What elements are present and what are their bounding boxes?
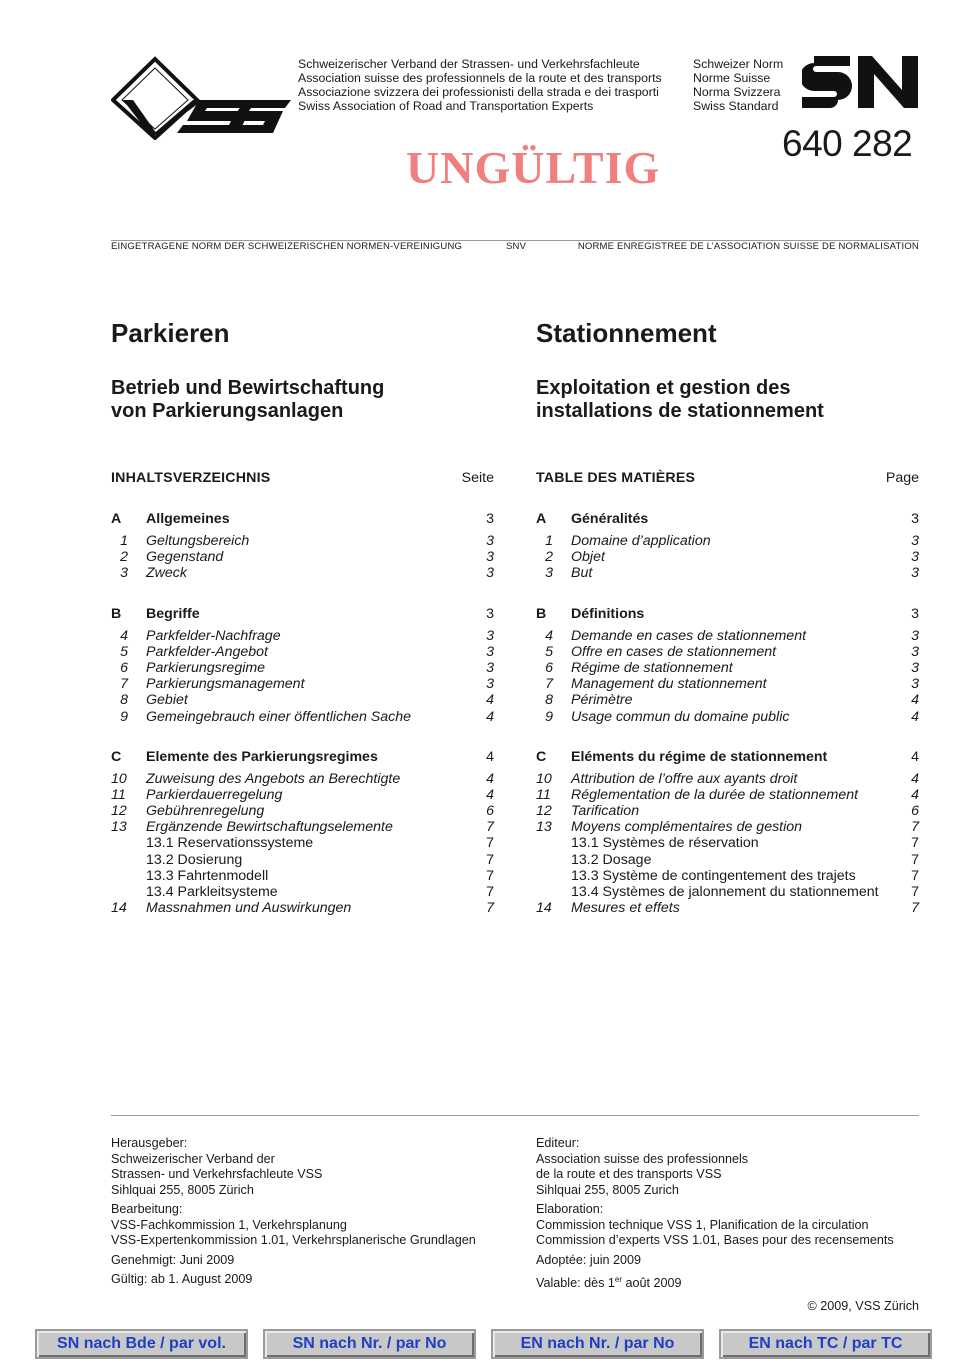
toc-item-label: 13.3 Fahrtenmodell xyxy=(146,867,269,884)
toc-section-page: 4 xyxy=(486,748,494,765)
toc-section-page: 3 xyxy=(486,605,494,622)
footer-line: VSS-Expertenkommission 1.01, Verkehrsplanerische Grundlagen xyxy=(111,1233,476,1247)
toc-section-letter: C xyxy=(111,748,122,765)
toc-item-label: Gegenstand xyxy=(146,549,224,566)
toc-subitem xyxy=(111,868,494,884)
toc-section xyxy=(111,747,494,767)
footer-line: Schweizerischer Verband der xyxy=(111,1151,275,1166)
toc-item-number: 14 xyxy=(536,900,552,917)
valid-suffix: août 2009 xyxy=(622,1276,682,1291)
toc-item-page: 4 xyxy=(486,692,494,709)
toc-item-page: 4 xyxy=(486,770,494,787)
toc-item-number: 5 xyxy=(545,643,553,660)
toc-item-page: 7 xyxy=(486,867,494,884)
toc-section-letter: B xyxy=(111,605,122,622)
registration-center: SNV xyxy=(506,241,527,252)
toc-item-label: 13.4 Parkleitsysteme xyxy=(146,884,278,900)
association-it: Associazione svizzera dei professionisti della strada e dei trasporti xyxy=(298,85,659,99)
toc-item-page: 7 xyxy=(911,835,919,852)
toc-item-page: 4 xyxy=(911,770,919,787)
toc-item-page: 6 xyxy=(911,803,919,820)
toc-item-label: Demande en cases de stationnement xyxy=(571,627,807,644)
invalid-stamp: UNGÜLTIG xyxy=(406,142,661,193)
toc-item xyxy=(111,709,494,725)
toc-subitem xyxy=(536,835,919,851)
footer-line: Association suisse des professionnels xyxy=(536,1151,749,1166)
toc-item-number: 5 xyxy=(120,643,128,660)
toc-subitem xyxy=(536,884,919,900)
toc-item-label: Zuweisung des Angebots an Berechtigte xyxy=(146,770,401,787)
toc-item-page: 7 xyxy=(911,867,919,884)
toc-item-page: 7 xyxy=(486,835,494,852)
footer-de xyxy=(111,1136,511,1288)
toc-item-label: Massnahmen und Auswirkungen xyxy=(146,900,352,917)
toc-item-label: 13.2 Dosierung xyxy=(146,851,243,868)
toc-item xyxy=(536,692,919,708)
association-names xyxy=(298,57,662,113)
subtitle-fr xyxy=(536,377,824,423)
toc-item-number xyxy=(536,868,571,884)
toc-item-number: 9 xyxy=(545,708,553,725)
toc-subitem xyxy=(111,884,494,900)
valid-sup: er xyxy=(614,1275,623,1284)
toc-heading: TABLE DES MATIÈRES xyxy=(536,470,696,486)
nav-en-by-tc-button[interactable]: EN nach TC / par TC xyxy=(719,1329,932,1359)
toc-item-label: Management du stationnement xyxy=(571,676,767,693)
toc-item xyxy=(111,644,494,660)
toc-item-page: 7 xyxy=(911,819,919,836)
toc-item xyxy=(536,660,919,676)
toc-item-page: 3 xyxy=(486,643,494,660)
toc-item-number: 10 xyxy=(536,770,552,787)
toc-item-number: 13 xyxy=(111,819,127,836)
norm-type-en: Swiss Standard xyxy=(693,99,779,113)
toc-item-number: 4 xyxy=(120,627,128,644)
nav-en-by-number-button[interactable]: EN nach Nr. / par No xyxy=(491,1329,704,1359)
toc-item-number: 6 xyxy=(545,659,553,676)
toc-item-label: Usage commun du domaine public xyxy=(571,708,790,725)
toc-item-page: 3 xyxy=(486,676,494,693)
toc-item-label: But xyxy=(571,565,593,582)
toc-item-label: 13.1 Reservationssysteme xyxy=(146,835,314,852)
toc-header xyxy=(111,468,494,488)
toc-item-label: Parkfelder-Nachfrage xyxy=(146,627,281,644)
toc-item-label: Attribution de l’offre aux ayants droit xyxy=(571,770,798,787)
toc-item-page: 3 xyxy=(911,676,919,693)
footer-valid-line xyxy=(536,1272,936,1292)
toc-item-number: 11 xyxy=(536,786,551,803)
toc-item-number: 8 xyxy=(120,692,128,709)
toc-item xyxy=(111,676,494,692)
toc-item-label: Parkierdauerregelung xyxy=(146,786,283,803)
norm-type-de: Schweizer Norm xyxy=(693,57,784,71)
norm-type-names xyxy=(693,57,783,113)
toc-item-number xyxy=(111,852,146,868)
toc-item-number: 7 xyxy=(120,676,128,693)
toc-item-number: 13 xyxy=(536,819,552,836)
toc-item xyxy=(111,533,494,549)
subtitle-de-line2: von Parkierungsanlagen xyxy=(111,400,344,422)
toc-item-page: 7 xyxy=(911,884,919,900)
toc-item-page: 7 xyxy=(486,819,494,836)
toc-de xyxy=(111,468,494,916)
association-fr: Association suisse des professionnels de la route et des transports xyxy=(298,71,662,85)
toc-item xyxy=(111,660,494,676)
toc-section xyxy=(536,604,919,624)
toc-item xyxy=(536,628,919,644)
subtitle-fr-line2: installations de stationnement xyxy=(536,400,824,422)
toc-item-page: 7 xyxy=(911,851,919,868)
nav-sn-by-volume-button[interactable]: SN nach Bde / par vol. xyxy=(35,1329,248,1359)
toc-item-page: 7 xyxy=(486,884,494,900)
toc-item-page: 7 xyxy=(486,851,494,868)
footer-line: Sihlquai 255, 8005 Zürich xyxy=(111,1182,254,1197)
toc-item-label: 13.3 Système de contingentement des trajets xyxy=(571,867,856,884)
toc-item-number: 2 xyxy=(120,549,128,566)
toc-subitem xyxy=(111,835,494,851)
toc-item-label: Tarification xyxy=(571,803,640,820)
toc-item-label: 13.2 Dosage xyxy=(571,851,652,868)
footer-fr xyxy=(536,1136,936,1292)
toc-item xyxy=(111,787,494,803)
valid-prefix: Valable: dès 1 xyxy=(536,1276,615,1291)
toc-section-letter: B xyxy=(536,605,547,622)
footer-line: Commission technique VSS 1, Planification de la circulation xyxy=(536,1217,869,1232)
toc-item-label: Régime de stationnement xyxy=(571,659,733,676)
toc-section-page: 3 xyxy=(911,511,919,527)
toc-subitem xyxy=(536,868,919,884)
toc-item xyxy=(111,803,494,819)
toc-item-label: Parkierungsmanagement xyxy=(146,676,305,693)
toc-gap xyxy=(536,582,919,604)
footer-line: Elaboration: xyxy=(536,1202,604,1216)
nav-sn-by-number-button[interactable]: SN nach Nr. / par No xyxy=(263,1329,476,1359)
toc-item-number: 11 xyxy=(111,786,126,803)
toc-item-number xyxy=(111,884,146,900)
toc-item-page: 3 xyxy=(911,549,919,566)
toc-page-label: Page xyxy=(885,470,919,486)
toc-subitem xyxy=(111,852,494,868)
norm-number: 640 282 xyxy=(782,123,913,164)
toc-section-page: 3 xyxy=(911,605,919,622)
toc-header xyxy=(536,468,919,488)
toc-item xyxy=(111,819,494,835)
subtitle-de-line1: Betrieb und Bewirtschaftung xyxy=(111,377,385,399)
registration-left: EINGETRAGENE NORM DER SCHWEIZERISCHEN NORMEN-VEREINIGUNG xyxy=(111,241,463,252)
toc-item-label: Zweck xyxy=(146,565,187,582)
toc-section-label: Elemente des Parkierungsregimes xyxy=(146,748,378,765)
toc-item xyxy=(536,565,919,581)
toc-section-letter: A xyxy=(536,511,547,527)
toc-item-page: 3 xyxy=(486,565,494,582)
toc-heading: INHALTSVERZEICHNIS xyxy=(111,470,271,486)
sn-logo xyxy=(802,56,918,113)
toc-item xyxy=(536,549,919,565)
footer-divider xyxy=(111,1115,919,1116)
association-en: Swiss Association of Road and Transportation Experts xyxy=(298,99,594,113)
toc-section xyxy=(111,509,494,529)
toc-item-label: Geltungsbereich xyxy=(146,533,250,549)
toc-item-label: Ergänzende Bewirtschaftungselemente xyxy=(146,819,393,836)
toc-item-page: 3 xyxy=(486,627,494,644)
toc-section xyxy=(536,509,919,529)
footer-line: Herausgeber: xyxy=(111,1136,188,1150)
toc-item-number: 2 xyxy=(545,549,553,566)
toc-item-page: 3 xyxy=(486,659,494,676)
toc-section-label: Définitions xyxy=(571,605,645,622)
toc-item-page: 3 xyxy=(911,659,919,676)
toc-item-page: 7 xyxy=(911,900,919,917)
footer-line: Sihlquai 255, 8005 Zurich xyxy=(536,1182,679,1197)
toc-item xyxy=(536,771,919,787)
toc-section-page: 3 xyxy=(486,511,494,527)
toc-item-number: 1 xyxy=(120,533,128,549)
footer-line: VSS-Fachkommission 1, Verkehrsplanung xyxy=(111,1217,347,1232)
toc-section-letter: C xyxy=(536,748,547,765)
toc-item-number xyxy=(536,884,571,900)
toc-item-number xyxy=(536,835,571,851)
toc-item-label: Moyens complémentaires de gestion xyxy=(571,819,803,836)
toc-item-number: 8 xyxy=(545,692,553,709)
norm-type-it: Norma Svizzera xyxy=(693,85,781,99)
toc-item-page: 3 xyxy=(486,533,494,549)
toc-item xyxy=(111,771,494,787)
toc-item xyxy=(111,692,494,708)
toc-section-letter: A xyxy=(111,511,122,527)
toc-item-number: 9 xyxy=(120,708,128,725)
title-fr: Stationnement xyxy=(536,318,717,348)
subtitle-fr-line1: Exploitation et gestion des xyxy=(536,377,791,399)
toc-item xyxy=(536,709,919,725)
toc-page-label: Seite xyxy=(461,470,494,486)
toc-item-page: 6 xyxy=(486,803,494,820)
toc-item-page: 3 xyxy=(911,533,919,549)
footer-line: Adoptée: juin 2009 xyxy=(536,1252,642,1267)
toc-item-page: 4 xyxy=(486,708,494,725)
toc-item-page: 4 xyxy=(911,708,919,725)
toc-item xyxy=(536,819,919,835)
toc-item xyxy=(536,676,919,692)
toc-subitem xyxy=(536,852,919,868)
footer-line: de la route et des transports VSS xyxy=(536,1167,722,1181)
footer-line: Commission d’experts VSS 1.01, Bases pour des recensements xyxy=(536,1233,894,1247)
toc-item-number: 7 xyxy=(545,676,553,693)
toc-item-page: 3 xyxy=(911,643,919,660)
toc-fr xyxy=(536,468,919,916)
toc-item xyxy=(536,787,919,803)
toc-item xyxy=(536,644,919,660)
toc-item-label: Périmètre xyxy=(571,692,633,709)
toc-item-number: 14 xyxy=(111,900,127,917)
toc-section-page: 4 xyxy=(911,748,919,765)
registration-right: NORME ENREGISTREE DE L’ASSOCIATION SUISSE DE NORMALISATION xyxy=(577,241,919,252)
footer-line: Editeur: xyxy=(536,1136,580,1150)
toc-section-label: Begriffe xyxy=(146,605,200,622)
toc-item-label: Gebiet xyxy=(146,692,188,709)
toc-item-number xyxy=(536,852,571,868)
toc-item-number: 12 xyxy=(536,803,552,820)
toc-gap xyxy=(111,725,494,747)
footer-line: Strassen- und Verkehrsfachleute VSS xyxy=(111,1167,323,1181)
toc-item xyxy=(536,533,919,549)
toc-item-number: 12 xyxy=(111,803,127,820)
toc-item-page: 3 xyxy=(911,627,919,644)
toc-item xyxy=(536,900,919,916)
toc-item-number: 6 xyxy=(120,659,128,676)
toc-item-page: 3 xyxy=(486,549,494,566)
toc-item-number: 10 xyxy=(111,770,127,787)
association-de: Schweizerischer Verband der Strassen- und Verkehrsfachleute xyxy=(298,57,640,71)
copyright: © 2009, VSS Zürich xyxy=(807,1299,919,1313)
norm-type-fr: Norme Suisse xyxy=(693,71,771,85)
toc-item-label: Parkierungsregime xyxy=(146,659,266,676)
vss-logo xyxy=(111,56,291,140)
toc-item-page: 4 xyxy=(911,692,919,709)
toc-section-label: Allgemeines xyxy=(146,511,230,527)
toc-section-label: Eléments du régime de stationnement xyxy=(571,748,828,765)
toc-item-label: Gemeingebrauch einer öffentlichen Sache xyxy=(146,708,412,725)
toc-section xyxy=(536,747,919,767)
toc-item-label: 13.1 Systèmes de réservation xyxy=(571,835,759,852)
toc-item-label: Gebührenregelung xyxy=(146,803,265,820)
toc-item-label: Parkfelder-Angebot xyxy=(146,643,268,660)
toc-item-number: 3 xyxy=(120,565,128,582)
footer-line: Gültig: ab 1. August 2009 xyxy=(111,1272,253,1286)
toc-item-number: 1 xyxy=(545,533,553,549)
toc-item-number: 3 xyxy=(545,565,553,582)
toc-item xyxy=(111,900,494,916)
toc-item-page: 4 xyxy=(911,786,919,803)
toc-item-label: Réglementation de la durée de stationnement xyxy=(571,786,859,803)
toc-item-number xyxy=(111,835,146,851)
toc-section-label: Généralités xyxy=(571,511,649,527)
toc-item xyxy=(111,628,494,644)
toc-gap xyxy=(111,582,494,604)
toc-item-label: Mesures et effets xyxy=(571,900,680,917)
toc-item-page: 3 xyxy=(911,565,919,582)
subtitle-de xyxy=(111,377,384,423)
title-de: Parkieren xyxy=(111,318,230,348)
toc-item-label: 13.4 Systèmes de jalonnement du stationnement xyxy=(571,884,879,900)
toc-item-label: Offre en cases de stationnement xyxy=(571,643,777,660)
toc-item-label: Domaine d’application xyxy=(571,533,711,549)
toc-item xyxy=(111,549,494,565)
footer-line: Genehmigt: Juni 2009 xyxy=(111,1252,235,1267)
toc-item xyxy=(536,803,919,819)
toc-item-number: 4 xyxy=(545,627,553,644)
toc-item-label: Objet xyxy=(571,549,605,566)
toc-item-page: 7 xyxy=(486,900,494,917)
toc-item xyxy=(111,565,494,581)
toc-section xyxy=(111,604,494,624)
toc-gap xyxy=(536,725,919,747)
footer-line: Bearbeitung: xyxy=(111,1202,183,1216)
toc-item-page: 4 xyxy=(486,786,494,803)
toc-item-number xyxy=(111,868,146,884)
